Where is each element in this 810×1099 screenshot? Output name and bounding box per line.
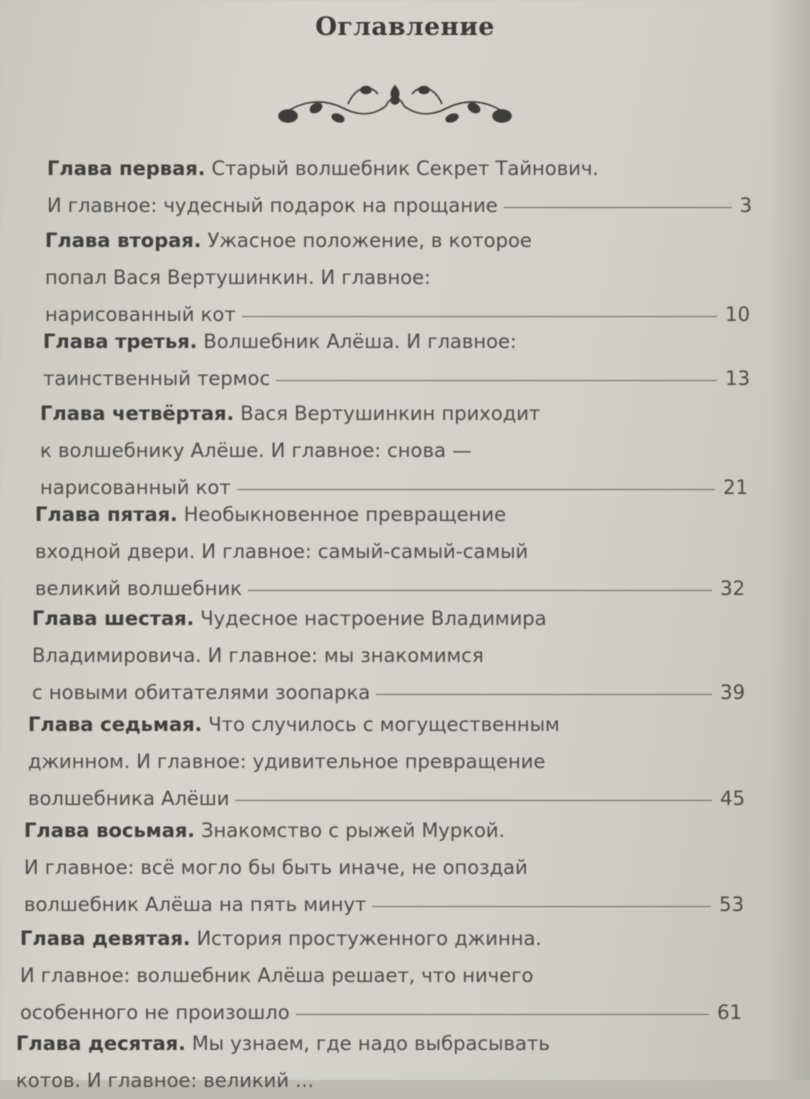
toc-entry [43, 323, 750, 397]
page-title: Оглавление [315, 12, 495, 41]
toc-entry [40, 395, 748, 506]
dot-leader [276, 380, 717, 381]
chapter-title: Старый волшебник Секрет Тайнович. [211, 157, 599, 180]
toc-entry [32, 600, 745, 711]
dot-leader [296, 1014, 710, 1015]
chapter-title: Владимировича. И главное: мы знакомимся [32, 644, 484, 667]
chapter-title: нарисованный кот [45, 303, 236, 326]
chapter-title: волшебника Алёши [28, 787, 230, 810]
chapter-heading: Глава десятая. [16, 1032, 186, 1055]
chapter-heading: Глава девятая. [20, 927, 191, 950]
page-number: 39 [720, 681, 745, 704]
chapter-title: Вася Вертушинкин приходит [240, 402, 541, 425]
toc-entry [20, 920, 742, 1031]
chapter-title: нарисованный кот [40, 476, 231, 499]
chapter-title: джинном. И главное: удивительное превращение [28, 750, 546, 773]
dot-leader [248, 590, 712, 591]
page-number: 61 [717, 1001, 742, 1024]
toc-entry [24, 812, 744, 923]
chapter-title: волшебник Алёша на пять минут [24, 893, 367, 916]
chapter-title: Волшебник Алёша. И главное: [203, 330, 517, 353]
dot-leader [376, 694, 712, 695]
chapter-title: И главное: всё могло бы быть иначе, не опоздай [24, 856, 528, 879]
chapter-heading: Глава седьмая. [28, 713, 203, 736]
chapter-title: Необыкновенное превращение [183, 503, 507, 526]
dot-leader [237, 489, 715, 490]
chapter-title: входной двери. И главное: самый-самый-самый [35, 540, 529, 563]
toc-entry [47, 150, 752, 224]
chapter-title: таинственный термос [43, 367, 271, 390]
chapter-heading: Глава четвёртая. [40, 402, 234, 425]
chapter-title: И главное: чудесный подарок на прощание [47, 194, 498, 217]
chapter-title: Мы узнаем, где надо выбрасывать [191, 1032, 550, 1055]
chapter-title: Ужасное положение, в которое [207, 229, 532, 252]
page-number: 3 [739, 194, 752, 217]
dot-leader [242, 316, 717, 317]
page-number: 32 [720, 577, 745, 600]
chapter-heading: Глава пятая. [35, 503, 178, 526]
chapter-title: великий волшебник [35, 577, 242, 600]
toc-entry [28, 706, 745, 817]
page-number: 53 [719, 893, 744, 916]
chapter-heading: Глава третья. [43, 330, 198, 353]
chapter-title: с новыми обитателями зоопарка [32, 681, 371, 704]
chapter-heading: Глава восьмая. [24, 819, 195, 842]
chapter-heading: Глава вторая. [45, 229, 202, 252]
chapter-title: котов. И главное: великий ... [16, 1069, 314, 1092]
page-number: 21 [723, 476, 748, 499]
chapter-title: Чудесное настроение Владимира [200, 607, 547, 630]
page-number: 10 [725, 303, 750, 326]
chapter-title: И главное: волшебник Алёша решает, что ничего [20, 964, 534, 987]
page-number: 13 [725, 367, 750, 390]
toc-entry [16, 1025, 744, 1099]
dot-leader [372, 906, 711, 907]
chapter-heading: Глава первая. [47, 157, 206, 180]
chapter-heading: Глава шестая. [32, 607, 195, 630]
chapter-title: к волшебнику Алёше. И главное: снова — [40, 439, 472, 462]
chapter-title: Что случилось с могущественным [208, 713, 560, 736]
chapter-title: попал Вася Вертушинкин. И главное: [45, 266, 431, 289]
toc-entry [45, 222, 750, 333]
chapter-title: особенного не произошло [20, 1001, 290, 1024]
dot-leader [235, 800, 712, 801]
page-number: 45 [720, 787, 745, 810]
chapter-title: Знакомство с рыжей Муркой. [201, 819, 505, 842]
toc-entry [35, 496, 745, 607]
dot-leader [504, 207, 732, 208]
chapter-title: История простуженного джинна. [196, 927, 542, 950]
